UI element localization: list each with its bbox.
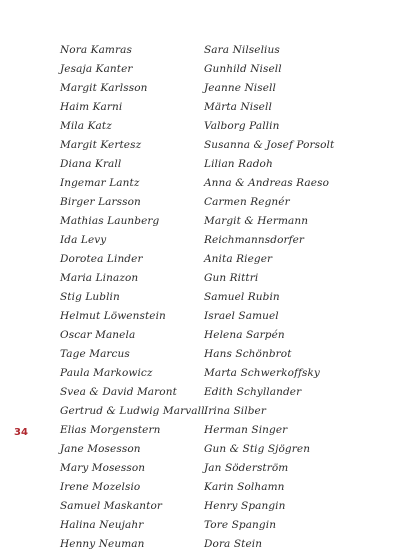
list-item: Gunhild Nisell bbox=[204, 63, 282, 75]
list-item: Margit Kertesz bbox=[60, 139, 142, 151]
list-item: Valborg Pallin bbox=[204, 120, 280, 132]
page-number: 34 bbox=[14, 427, 28, 438]
list-item: Svea & David Maront bbox=[60, 386, 177, 398]
list-item: Maria Linazon bbox=[60, 272, 139, 284]
list-item: Samuel Maskantor bbox=[60, 500, 163, 512]
list-item: Hans Schönbrot bbox=[204, 348, 292, 360]
list-item: Jeanne Nisell bbox=[204, 82, 276, 94]
list-item: Mathias Launberg bbox=[60, 215, 160, 227]
list-item: Paula Markowicz bbox=[60, 367, 153, 379]
list-item: Henny Neuman bbox=[60, 538, 145, 550]
list-item: Karin Solhamn bbox=[204, 481, 285, 493]
list-item: Dora Stein bbox=[204, 538, 263, 550]
list-item: Jane Mosesson bbox=[60, 443, 141, 455]
list-item: Jesaja Kanter bbox=[60, 63, 133, 75]
list-item: Henry Spangin bbox=[204, 500, 286, 512]
list-item: Mila Katz bbox=[60, 120, 112, 132]
list-item: Anna & Andreas Raeso bbox=[204, 177, 330, 189]
list-item: Reichmannsdorfer bbox=[204, 234, 305, 246]
list-item: Tore Spangin bbox=[204, 519, 277, 531]
list-item: Mary Mosesson bbox=[60, 462, 146, 474]
list-item: Birger Larsson bbox=[60, 196, 141, 208]
list-item: Ingemar Lantz bbox=[60, 177, 140, 189]
list-item: Sara Nilselius bbox=[204, 44, 280, 56]
list-item: Lilian Radoh bbox=[204, 158, 273, 170]
list-item: Margit Karlsson bbox=[60, 82, 148, 94]
list-item: Susanna & Josef Porsolt bbox=[204, 139, 335, 151]
list-item: Tage Marcus bbox=[60, 348, 130, 360]
list-item: Carmen Regnér bbox=[204, 196, 290, 208]
list-item: Margit & Hermann bbox=[204, 215, 309, 227]
names-column-right bbox=[204, 41, 334, 554]
list-item: Marta Schwerkoffsky bbox=[204, 367, 320, 379]
list-item: Irene Mozelsio bbox=[60, 481, 141, 493]
list-item: Herman Singer bbox=[204, 424, 288, 436]
list-item: Oscar Manela bbox=[60, 329, 136, 341]
list-item: Nora Kamras bbox=[60, 44, 132, 56]
list-item: Gertrud & Ludwig Marvall bbox=[60, 405, 205, 417]
list-item: Helena Sarpén bbox=[204, 329, 285, 341]
list-item: Samuel Rubin bbox=[204, 291, 280, 303]
list-item: Dorotea Linder bbox=[60, 253, 143, 265]
list-item: Gun Rittri bbox=[204, 272, 259, 284]
names-column-left bbox=[60, 41, 205, 554]
list-item: Irina Silber bbox=[204, 405, 266, 417]
list-item: Ida Levy bbox=[60, 234, 107, 246]
list-item: Helmut Löwenstein bbox=[60, 310, 166, 322]
list-item: Halina Neujahr bbox=[60, 519, 144, 531]
list-item: Haim Karni bbox=[60, 101, 123, 113]
list-item: Elias Morgenstern bbox=[60, 424, 161, 436]
list-item: Israel Samuel bbox=[204, 310, 279, 322]
list-item: Edith Schyllander bbox=[204, 386, 302, 398]
list-item: Anita Rieger bbox=[204, 253, 273, 265]
list-item: Stig Lublin bbox=[60, 291, 120, 303]
list-item: Jan Söderström bbox=[204, 462, 289, 474]
list-item: Diana Krall bbox=[60, 158, 122, 170]
list-item: Gun & Stig Sjögren bbox=[204, 443, 311, 455]
list-item: Märta Nisell bbox=[204, 101, 272, 113]
